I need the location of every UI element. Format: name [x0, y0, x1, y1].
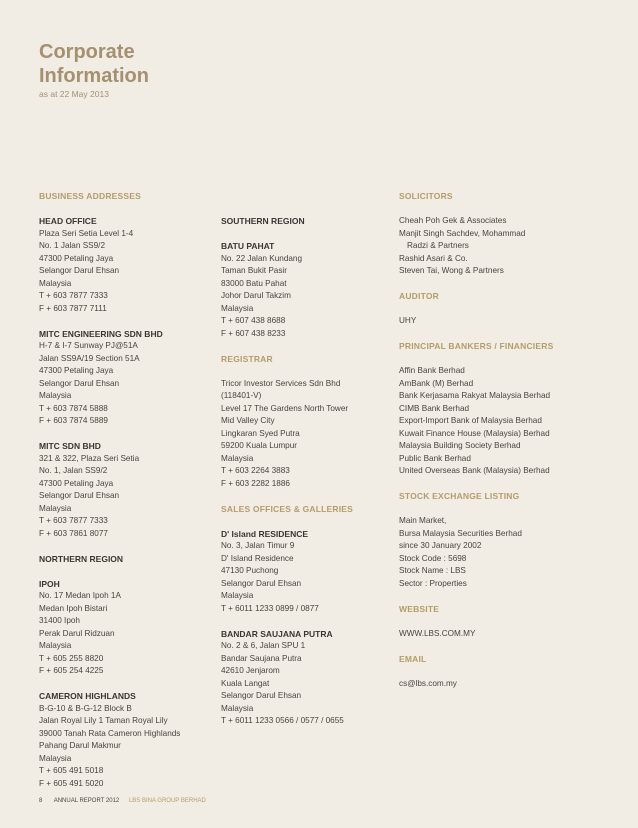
page-title-line1: Corporate	[39, 41, 135, 63]
address-line: Jalan SS9A/19 Section 51A	[39, 353, 140, 363]
section-heading-business-addresses: BUSINESS ADDRESSES	[39, 191, 142, 201]
address-line: T + 603 7874 5888	[39, 403, 108, 413]
address-line: Rashid Asari & Co.	[399, 253, 468, 263]
address-line: AmBank (M) Berhad	[399, 378, 474, 388]
address-line: Public Bank Berhad	[399, 453, 471, 463]
address-line: Malaysia	[221, 303, 254, 313]
address-line: Stock Code : 5698	[399, 553, 467, 563]
address-line: Kuwait Finance House (Malaysia) Berhad	[399, 428, 550, 438]
page-title-line2: Information	[39, 65, 149, 87]
address-line: Level 17 The Gardens North Tower	[221, 403, 349, 413]
section-heading-registrar: REGISTRAR	[221, 353, 273, 364]
address-line: Stock Name : LBS	[399, 566, 466, 575]
page-footer	[39, 798, 206, 804]
mitc-engineering-title: MITC ENGINEERING SDN BHD	[39, 328, 163, 339]
address-line: No. 1, Jalan SS9/2	[39, 466, 108, 475]
address-line: F + 605 491 5020	[39, 778, 104, 788]
email-link[interactable]: cs@lbs.com.my	[399, 678, 457, 688]
address-line: Export-Import Bank of Malaysia Berhad	[399, 416, 542, 425]
address-line: CIMB Bank Berhad	[399, 403, 470, 413]
address-line: Jalan Royal Lily 1 Taman Royal Lily	[39, 716, 168, 725]
address-line: Affin Bank Berhad	[399, 366, 465, 375]
d-island-address	[221, 540, 396, 615]
address-line: Malaysia	[221, 591, 254, 600]
address-line: Medan Ipoh Bistari	[39, 603, 108, 613]
column-middle	[221, 190, 396, 728]
address-line: Selangor Darul Ehsan	[39, 491, 120, 500]
footer-report: ANNUAL REPORT 2012	[53, 798, 120, 804]
address-line: 83000 Batu Pahat	[221, 278, 287, 288]
address-line: No. 1 Jalan SS9/2	[39, 241, 105, 250]
address-line: No. 3, Jalan Timur 9	[221, 541, 295, 550]
address-line: (118401-V)	[221, 391, 262, 400]
address-line: 47300 Petaling Jaya	[39, 366, 114, 375]
address-line: T + 603 7877 7333	[39, 291, 108, 300]
address-line: Taman Bukit Pasir	[221, 266, 287, 275]
address-line: Pahang Darul Makmur	[39, 741, 121, 750]
d-island-title: D' Island RESIDENCE	[221, 528, 309, 539]
section-heading-bankers: PRINCIPAL BANKERS / FINANCIERS	[399, 341, 554, 351]
address-line: Malaysia	[39, 278, 72, 288]
address-line: T + 603 7877 7333	[39, 516, 108, 525]
section-heading-email: EMAIL	[399, 653, 427, 664]
address-line: 42610 Jenjarom	[221, 666, 280, 675]
page-subtitle: as at 22 May 2013	[39, 89, 109, 99]
column-right	[399, 190, 629, 690]
bandar-saujana-address	[221, 640, 396, 728]
ipoh-address	[39, 590, 214, 678]
solicitors-list	[399, 215, 629, 240]
address-line: T + 603 2264 3883	[221, 466, 290, 475]
address-line: No. 2 & 6, Jalan SPU 1	[221, 641, 306, 650]
address-line: F + 607 438 8233	[221, 328, 286, 338]
address-line: Tricor Investor Services Sdn Bhd	[221, 378, 341, 388]
page-title	[39, 40, 149, 88]
address-line: 31400 Ipoh	[39, 616, 80, 625]
section-heading-solicitors: SOLICITORS	[399, 191, 453, 201]
head-office-address	[39, 228, 214, 316]
address-line: Johor Darul Takzim	[221, 291, 291, 300]
address-line: Selangor Darul Ehsan	[221, 691, 302, 700]
address-line: Malaysia	[221, 703, 254, 713]
address-line: 39000 Tanah Rata Cameron Highlands	[39, 728, 181, 738]
section-heading-auditor: AUDITOR	[399, 291, 439, 301]
address-line: Lingkaran Syed Putra	[221, 428, 300, 438]
bankers-list	[399, 365, 629, 478]
registrar-address	[221, 378, 396, 491]
address-line: since 30 January 2002	[399, 541, 482, 550]
northern-region-heading: NORTHERN REGION	[39, 553, 124, 564]
address-line: Malaysia Building Society Berhad	[399, 441, 521, 450]
southern-region-heading: SOUTHERN REGION	[221, 216, 305, 226]
ipoh-title: IPOH	[39, 578, 60, 589]
address-line: Malaysia	[221, 453, 254, 463]
section-heading-stock-exchange: STOCK EXCHANGE LISTING	[399, 491, 520, 501]
address-line: Bank Kerjasama Rakyat Malaysia Berhad	[399, 391, 551, 400]
address-line: Cheah Poh Gek & Associates	[399, 216, 507, 225]
address-line: Malaysia	[39, 503, 72, 513]
column-business-addresses	[39, 190, 214, 790]
cameron-title: CAMERON HIGHLANDS	[39, 691, 136, 701]
address-line: T + 605 491 5018	[39, 766, 104, 775]
page-number: 8	[39, 798, 43, 804]
bandar-saujana-title: BANDAR SAUJANA PUTRA	[221, 628, 333, 639]
address-line: Main Market,	[399, 516, 447, 525]
address-line: T + 607 438 8688	[221, 316, 286, 325]
address-line: Selangor Darul Ehsan	[39, 378, 120, 388]
stock-exchange-list	[399, 515, 629, 590]
address-line: Malaysia	[39, 753, 72, 763]
batu-pahat-address	[221, 253, 396, 341]
address-line: Steven Tai, Wong & Partners	[399, 266, 504, 275]
footer-company: LBS BINA GROUP BERHAD	[128, 798, 206, 804]
address-line: 59200 Kuala Lumpur	[221, 441, 298, 450]
address-line: Kuala Langat	[221, 678, 270, 688]
address-line: D' Island Residence	[221, 553, 294, 563]
solicitors-list-2	[399, 253, 629, 278]
address-line: H-7 & I-7 Sunway PJ@51A	[39, 341, 138, 350]
address-line: 47130 Puchong	[221, 566, 279, 575]
address-line: T + 6011 1233 0566 / 0577 / 0655	[221, 716, 344, 725]
address-line: F + 605 254 4225	[39, 666, 104, 675]
website-link[interactable]: WWW.LBS.COM.MY	[399, 628, 476, 638]
address-line: Bursa Malaysia Securities Berhad	[399, 528, 522, 538]
mitc-address	[39, 453, 214, 541]
address-line: No. 17 Medan Ipoh 1A	[39, 591, 121, 600]
address-line: Selangor Darul Ehsan	[221, 578, 302, 588]
solicitors-indented-line: Radzi & Partners	[407, 241, 469, 250]
address-line: Malaysia	[39, 391, 72, 400]
address-line: Plaza Seri Setia Level 1-4	[39, 228, 134, 238]
address-line: F + 603 7877 7111	[39, 303, 107, 313]
cameron-address	[39, 703, 214, 791]
address-line: No. 22 Jalan Kundang	[221, 253, 303, 263]
address-line: Manjit Singh Sachdev, Mohammad	[399, 228, 526, 238]
head-office-title: HEAD OFFICE	[39, 216, 97, 226]
address-line: Sector : Properties	[399, 578, 467, 588]
address-line: F + 603 7861 8077	[39, 528, 108, 538]
address-line: United Overseas Bank (Malaysia) Berhad	[399, 466, 550, 475]
address-line: 47300 Petaling Jaya	[39, 478, 114, 488]
address-line: Bandar Saujana Putra	[221, 653, 302, 663]
address-line: Selangor Darul Ehsan	[39, 266, 120, 275]
section-heading-sales-offices: SALES OFFICES & GALLERIES	[221, 503, 354, 514]
address-line: F + 603 7874 5889	[39, 416, 108, 425]
batu-pahat-title: BATU PAHAT	[221, 241, 275, 251]
address-line: T + 605 255 8820	[39, 653, 104, 663]
address-line: T + 6011 1233 0899 / 0877	[221, 603, 319, 613]
address-line: Perak Darul Ridzuan	[39, 628, 115, 638]
auditor-name: UHY	[399, 316, 417, 325]
mitc-title: MITC SDN BHD	[39, 441, 101, 451]
section-heading-website: WEBSITE	[399, 603, 440, 614]
address-line: Mid Valley City	[221, 416, 275, 425]
address-line: F + 603 2282 1886	[221, 478, 290, 488]
mitc-engineering-address	[39, 340, 214, 428]
address-line: 47300 Petaling Jaya	[39, 253, 114, 263]
address-line: B-G-10 & B-G-12 Block B	[39, 703, 132, 713]
address-line: 321 & 322, Plaza Seri Setia	[39, 453, 140, 463]
address-line: Malaysia	[39, 641, 72, 650]
